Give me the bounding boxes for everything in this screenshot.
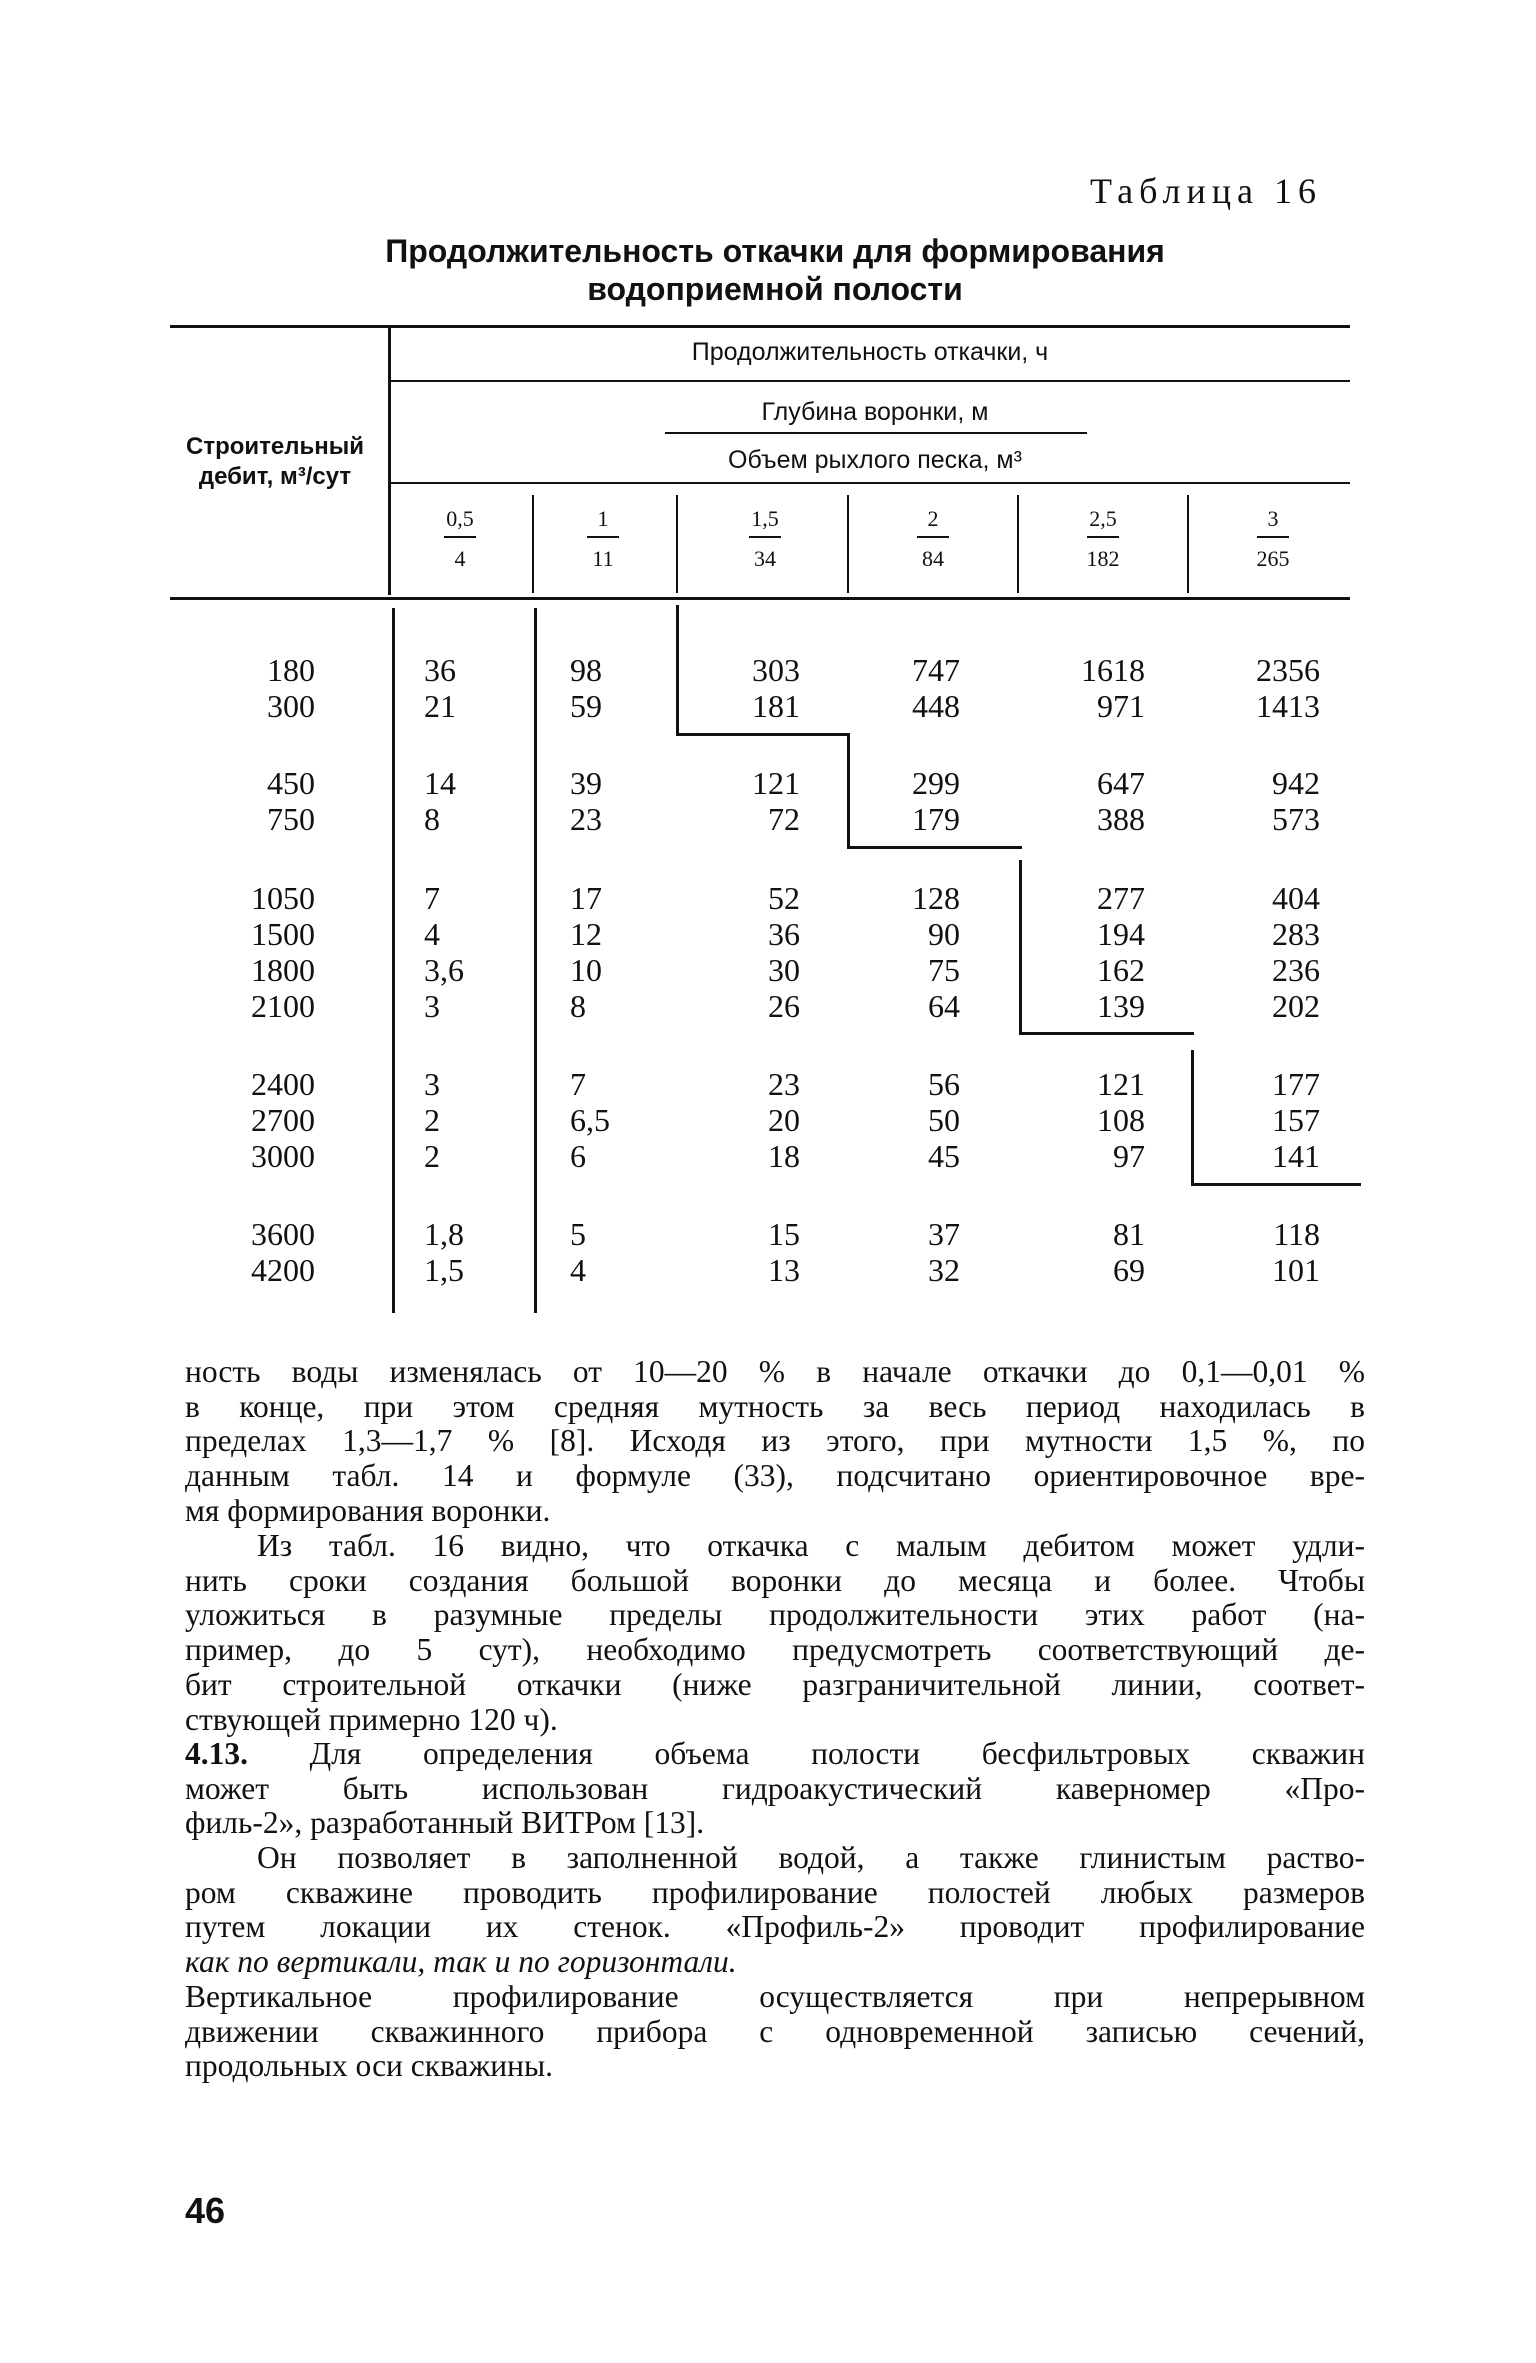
stair-line bbox=[1191, 1183, 1361, 1186]
column-header-5 bbox=[1058, 504, 1148, 574]
row-debit-cell: 450 bbox=[267, 765, 315, 801]
table-cell: 32 bbox=[928, 1252, 960, 1288]
table-cell: 56 bbox=[928, 1066, 960, 1102]
table-cell: 2 bbox=[424, 1138, 440, 1174]
header-bottom-rule bbox=[170, 597, 1350, 600]
text-line: движении скважинного прибора с одновременной записью сечений, bbox=[185, 2013, 1365, 2049]
volume-value: 84 bbox=[922, 546, 944, 571]
table-cell: 72 bbox=[768, 801, 800, 837]
row-debit-cell: 3600 bbox=[251, 1216, 315, 1252]
body-divider-1 bbox=[392, 608, 395, 1313]
table-cell: 121 bbox=[1097, 1066, 1145, 1102]
table-cell: 141 bbox=[1272, 1138, 1320, 1174]
paragraph-4 bbox=[185, 1841, 1365, 1980]
table-cell: 108 bbox=[1097, 1102, 1145, 1138]
depth-value: 3 bbox=[1267, 506, 1279, 531]
text-line: как по вертикали, так и по горизонтали. bbox=[185, 1944, 737, 1980]
depth-value: 1,5 bbox=[751, 506, 779, 531]
text-line: уложиться в разумные пределы продолжительности этих работ (на- bbox=[185, 1597, 1365, 1633]
table-cell: 30 bbox=[768, 952, 800, 988]
row-debit-cell: 1800 bbox=[251, 952, 315, 988]
depth-value: 0,5 bbox=[446, 506, 474, 531]
paragraph-5 bbox=[185, 1980, 1365, 2084]
text-line: в конце, при этом средняя мутность за весь период находилась в bbox=[185, 1388, 1365, 1424]
table-cell: 15 bbox=[768, 1216, 800, 1252]
table-cell: 8 bbox=[424, 801, 440, 837]
depth-rule bbox=[665, 432, 1087, 434]
table-cell: 36 bbox=[424, 652, 456, 688]
row-header-line-1: Строительный bbox=[185, 433, 364, 460]
table-cell: 39 bbox=[570, 765, 602, 801]
table-cell: 942 bbox=[1272, 765, 1320, 801]
depth-value: 2 bbox=[927, 506, 939, 531]
column-header-2 bbox=[558, 504, 648, 574]
table-cell: 194 bbox=[1097, 916, 1145, 952]
col-sep-1 bbox=[532, 495, 534, 593]
depth-header: Глубина воронки, м bbox=[761, 398, 989, 426]
duration-rule bbox=[388, 380, 1350, 382]
text-line: данным табл. 14 и формуле (33), подсчитано ориентировочное вре- bbox=[185, 1458, 1365, 1494]
table-cell: 10 bbox=[570, 952, 602, 988]
table-cell: 21 bbox=[424, 688, 456, 724]
table-cell: 8 bbox=[570, 988, 586, 1024]
text-line: может быть использован гидроакустический каверномер «Про- bbox=[185, 1770, 1365, 1806]
stair-line bbox=[1019, 1032, 1194, 1035]
paragraph-1 bbox=[185, 1355, 1365, 1529]
col-sep-4 bbox=[1017, 495, 1019, 593]
row-debit-cell: 2100 bbox=[251, 988, 315, 1024]
table-cell: 448 bbox=[912, 688, 960, 724]
table-cell: 181 bbox=[752, 688, 800, 724]
table-cell: 971 bbox=[1097, 688, 1145, 724]
table-cell: 573 bbox=[1272, 801, 1320, 837]
text-line: путем локации их стенок. «Профиль-2» проводит профилирование bbox=[185, 1909, 1365, 1945]
table-cell: 81 bbox=[1113, 1216, 1145, 1252]
table-cell: 1,5 bbox=[424, 1252, 464, 1288]
table-cell: 13 bbox=[768, 1252, 800, 1288]
text-line: Вертикальное профилирование осуществляется при непрерывном bbox=[185, 1979, 1365, 2014]
volume-value: 34 bbox=[754, 546, 776, 571]
table-cell: 69 bbox=[1113, 1252, 1145, 1288]
depth-value: 1 bbox=[597, 506, 609, 531]
page-number: 46 bbox=[185, 2190, 226, 2231]
table-cell: 5 bbox=[570, 1216, 586, 1252]
table-cell: 3,6 bbox=[424, 952, 464, 988]
table-cell: 26 bbox=[768, 988, 800, 1024]
body-divider-2 bbox=[534, 608, 537, 1313]
table-cell: 36 bbox=[768, 916, 800, 952]
volume-value: 182 bbox=[1086, 546, 1120, 571]
text-line: продольных оси скважины. bbox=[185, 2048, 554, 2084]
table-cell: 52 bbox=[768, 880, 800, 916]
table-cell: 202 bbox=[1272, 988, 1320, 1024]
row-debit-cell: 180 bbox=[267, 652, 315, 688]
text-line: нить сроки создания большой воронки до месяца и более. Чтобы bbox=[185, 1562, 1365, 1598]
col-sep-2 bbox=[676, 495, 678, 593]
table-cell: 37 bbox=[928, 1216, 960, 1252]
depth-value: 2,5 bbox=[1089, 506, 1117, 531]
table-cell: 236 bbox=[1272, 952, 1320, 988]
paragraph-2 bbox=[185, 1529, 1365, 1737]
text-line: ствующей примерно 120 ч). bbox=[185, 1701, 558, 1737]
row-debit-cell: 2700 bbox=[251, 1102, 315, 1138]
table-cell: 1,8 bbox=[424, 1216, 464, 1252]
table-cell: 23 bbox=[768, 1066, 800, 1102]
table-cell: 12 bbox=[570, 916, 602, 952]
duration-header: Продолжительность откачки, ч bbox=[691, 338, 1049, 366]
text-line: мя формирования воронки. bbox=[185, 1492, 551, 1528]
table-cell: 2 bbox=[424, 1102, 440, 1138]
columns-rule bbox=[388, 482, 1350, 484]
table-cell: 404 bbox=[1272, 880, 1320, 916]
text-line: Из табл. 16 видно, что откачка с малым дебитом может удли- bbox=[257, 1528, 1365, 1563]
row-debit-cell: 750 bbox=[267, 801, 315, 837]
table-cell: 50 bbox=[928, 1102, 960, 1138]
table-cell: 17 bbox=[570, 880, 602, 916]
table-cell: 1618 bbox=[1081, 652, 1145, 688]
table-cell: 3 bbox=[424, 1066, 440, 1102]
table-cell: 7 bbox=[424, 880, 440, 916]
table-cell: 157 bbox=[1272, 1102, 1320, 1138]
table-label: Таблица 16 bbox=[1090, 171, 1322, 211]
text-fragment: Для определения объема полости бесфильтровых скважин bbox=[248, 1736, 1365, 1771]
table-cell: 299 bbox=[912, 765, 960, 801]
col-sep-5 bbox=[1187, 495, 1189, 593]
text-line: пределах 1,3—1,7 % [8]. Исходя из этого, при мутности 1,5 %, по bbox=[185, 1423, 1365, 1459]
volume-value: 11 bbox=[592, 546, 614, 571]
table-cell: 75 bbox=[928, 952, 960, 988]
row-debit-cell: 1500 bbox=[251, 916, 315, 952]
table-cell: 101 bbox=[1272, 1252, 1320, 1288]
table-title-line-2: водоприемной полости bbox=[587, 271, 963, 307]
table-cell: 277 bbox=[1097, 880, 1145, 916]
table-cell: 4 bbox=[570, 1252, 586, 1288]
table-title-line-1: Продолжительность откачки для формирования bbox=[385, 233, 1165, 269]
table-cell: 647 bbox=[1097, 765, 1145, 801]
stair-line bbox=[847, 846, 1022, 849]
table-cell: 20 bbox=[768, 1102, 800, 1138]
text-line: ность воды изменялась от 10—20 % в начале откачки до 0,1—0,01 % bbox=[185, 1354, 1365, 1389]
table-cell: 388 bbox=[1097, 801, 1145, 837]
table-cell: 128 bbox=[912, 880, 960, 916]
row-debit-cell: 1050 bbox=[251, 880, 315, 916]
row-header bbox=[170, 432, 380, 492]
table-cell: 6 bbox=[570, 1138, 586, 1174]
table-cell: 14 bbox=[424, 765, 456, 801]
column-header-3 bbox=[720, 504, 810, 574]
volume-header: Объем рыхлого песка, м³ bbox=[728, 446, 1022, 474]
table-cell: 7 bbox=[570, 1066, 586, 1102]
table-top-rule bbox=[170, 325, 1350, 328]
table-cell: 90 bbox=[928, 916, 960, 952]
table-cell: 23 bbox=[570, 801, 602, 837]
text-line: Он позволяет в заполненной водой, а также глинистым раство- bbox=[257, 1840, 1365, 1875]
table-cell: 121 bbox=[752, 765, 800, 801]
table-cell: 118 bbox=[1273, 1216, 1320, 1252]
section-number: 4.13. bbox=[185, 1736, 248, 1771]
table-cell: 97 bbox=[1113, 1138, 1145, 1174]
col-sep-3 bbox=[847, 495, 849, 593]
table-cell: 162 bbox=[1097, 952, 1145, 988]
table-cell: 1413 bbox=[1256, 688, 1320, 724]
table-cell: 2356 bbox=[1256, 652, 1320, 688]
text-line bbox=[185, 1737, 1365, 1772]
stair-line bbox=[1019, 860, 1022, 1034]
table-cell: 303 bbox=[752, 652, 800, 688]
table-cell: 64 bbox=[928, 988, 960, 1024]
column-header-6 bbox=[1228, 504, 1318, 574]
row-debit-cell: 4200 bbox=[251, 1252, 315, 1288]
stair-line bbox=[1191, 1050, 1194, 1185]
column-header-4 bbox=[888, 504, 978, 574]
table-cell: 283 bbox=[1272, 916, 1320, 952]
row-debit-cell: 2400 bbox=[251, 1066, 315, 1102]
stair-line bbox=[847, 733, 850, 848]
table-cell: 177 bbox=[1272, 1066, 1320, 1102]
row-debit-cell: 3000 bbox=[251, 1138, 315, 1174]
table-cell: 18 bbox=[768, 1138, 800, 1174]
text-line: пример, до 5 сут), необходимо предусмотреть соответствующий де- bbox=[185, 1632, 1365, 1668]
text-line: бит строительной откачки (ниже разграничительной линии, соответ- bbox=[185, 1666, 1365, 1702]
table-cell: 139 bbox=[1097, 988, 1145, 1024]
text-line: филь-2», разработанный ВИТРом [13]. bbox=[185, 1805, 705, 1841]
paragraph-3 bbox=[185, 1737, 1365, 1841]
stair-line bbox=[676, 733, 850, 736]
table-cell: 45 bbox=[928, 1138, 960, 1174]
volume-value: 265 bbox=[1256, 546, 1290, 571]
column-header-1 bbox=[415, 504, 505, 574]
table-cell: 747 bbox=[912, 652, 960, 688]
table-cell: 179 bbox=[912, 801, 960, 837]
row-debit-cell: 300 bbox=[267, 688, 315, 724]
table-cell: 98 bbox=[570, 652, 602, 688]
volume-value: 4 bbox=[454, 546, 466, 571]
table-cell: 6,5 bbox=[570, 1102, 610, 1138]
table-cell: 59 bbox=[570, 688, 602, 724]
table-cell: 4 bbox=[424, 916, 440, 952]
table-cell: 3 bbox=[424, 988, 440, 1024]
text-line: ром скважине проводить профилирование полостей любых размеров bbox=[185, 1874, 1365, 1910]
row-header-line-2: дебит, м³/сут bbox=[198, 463, 352, 490]
